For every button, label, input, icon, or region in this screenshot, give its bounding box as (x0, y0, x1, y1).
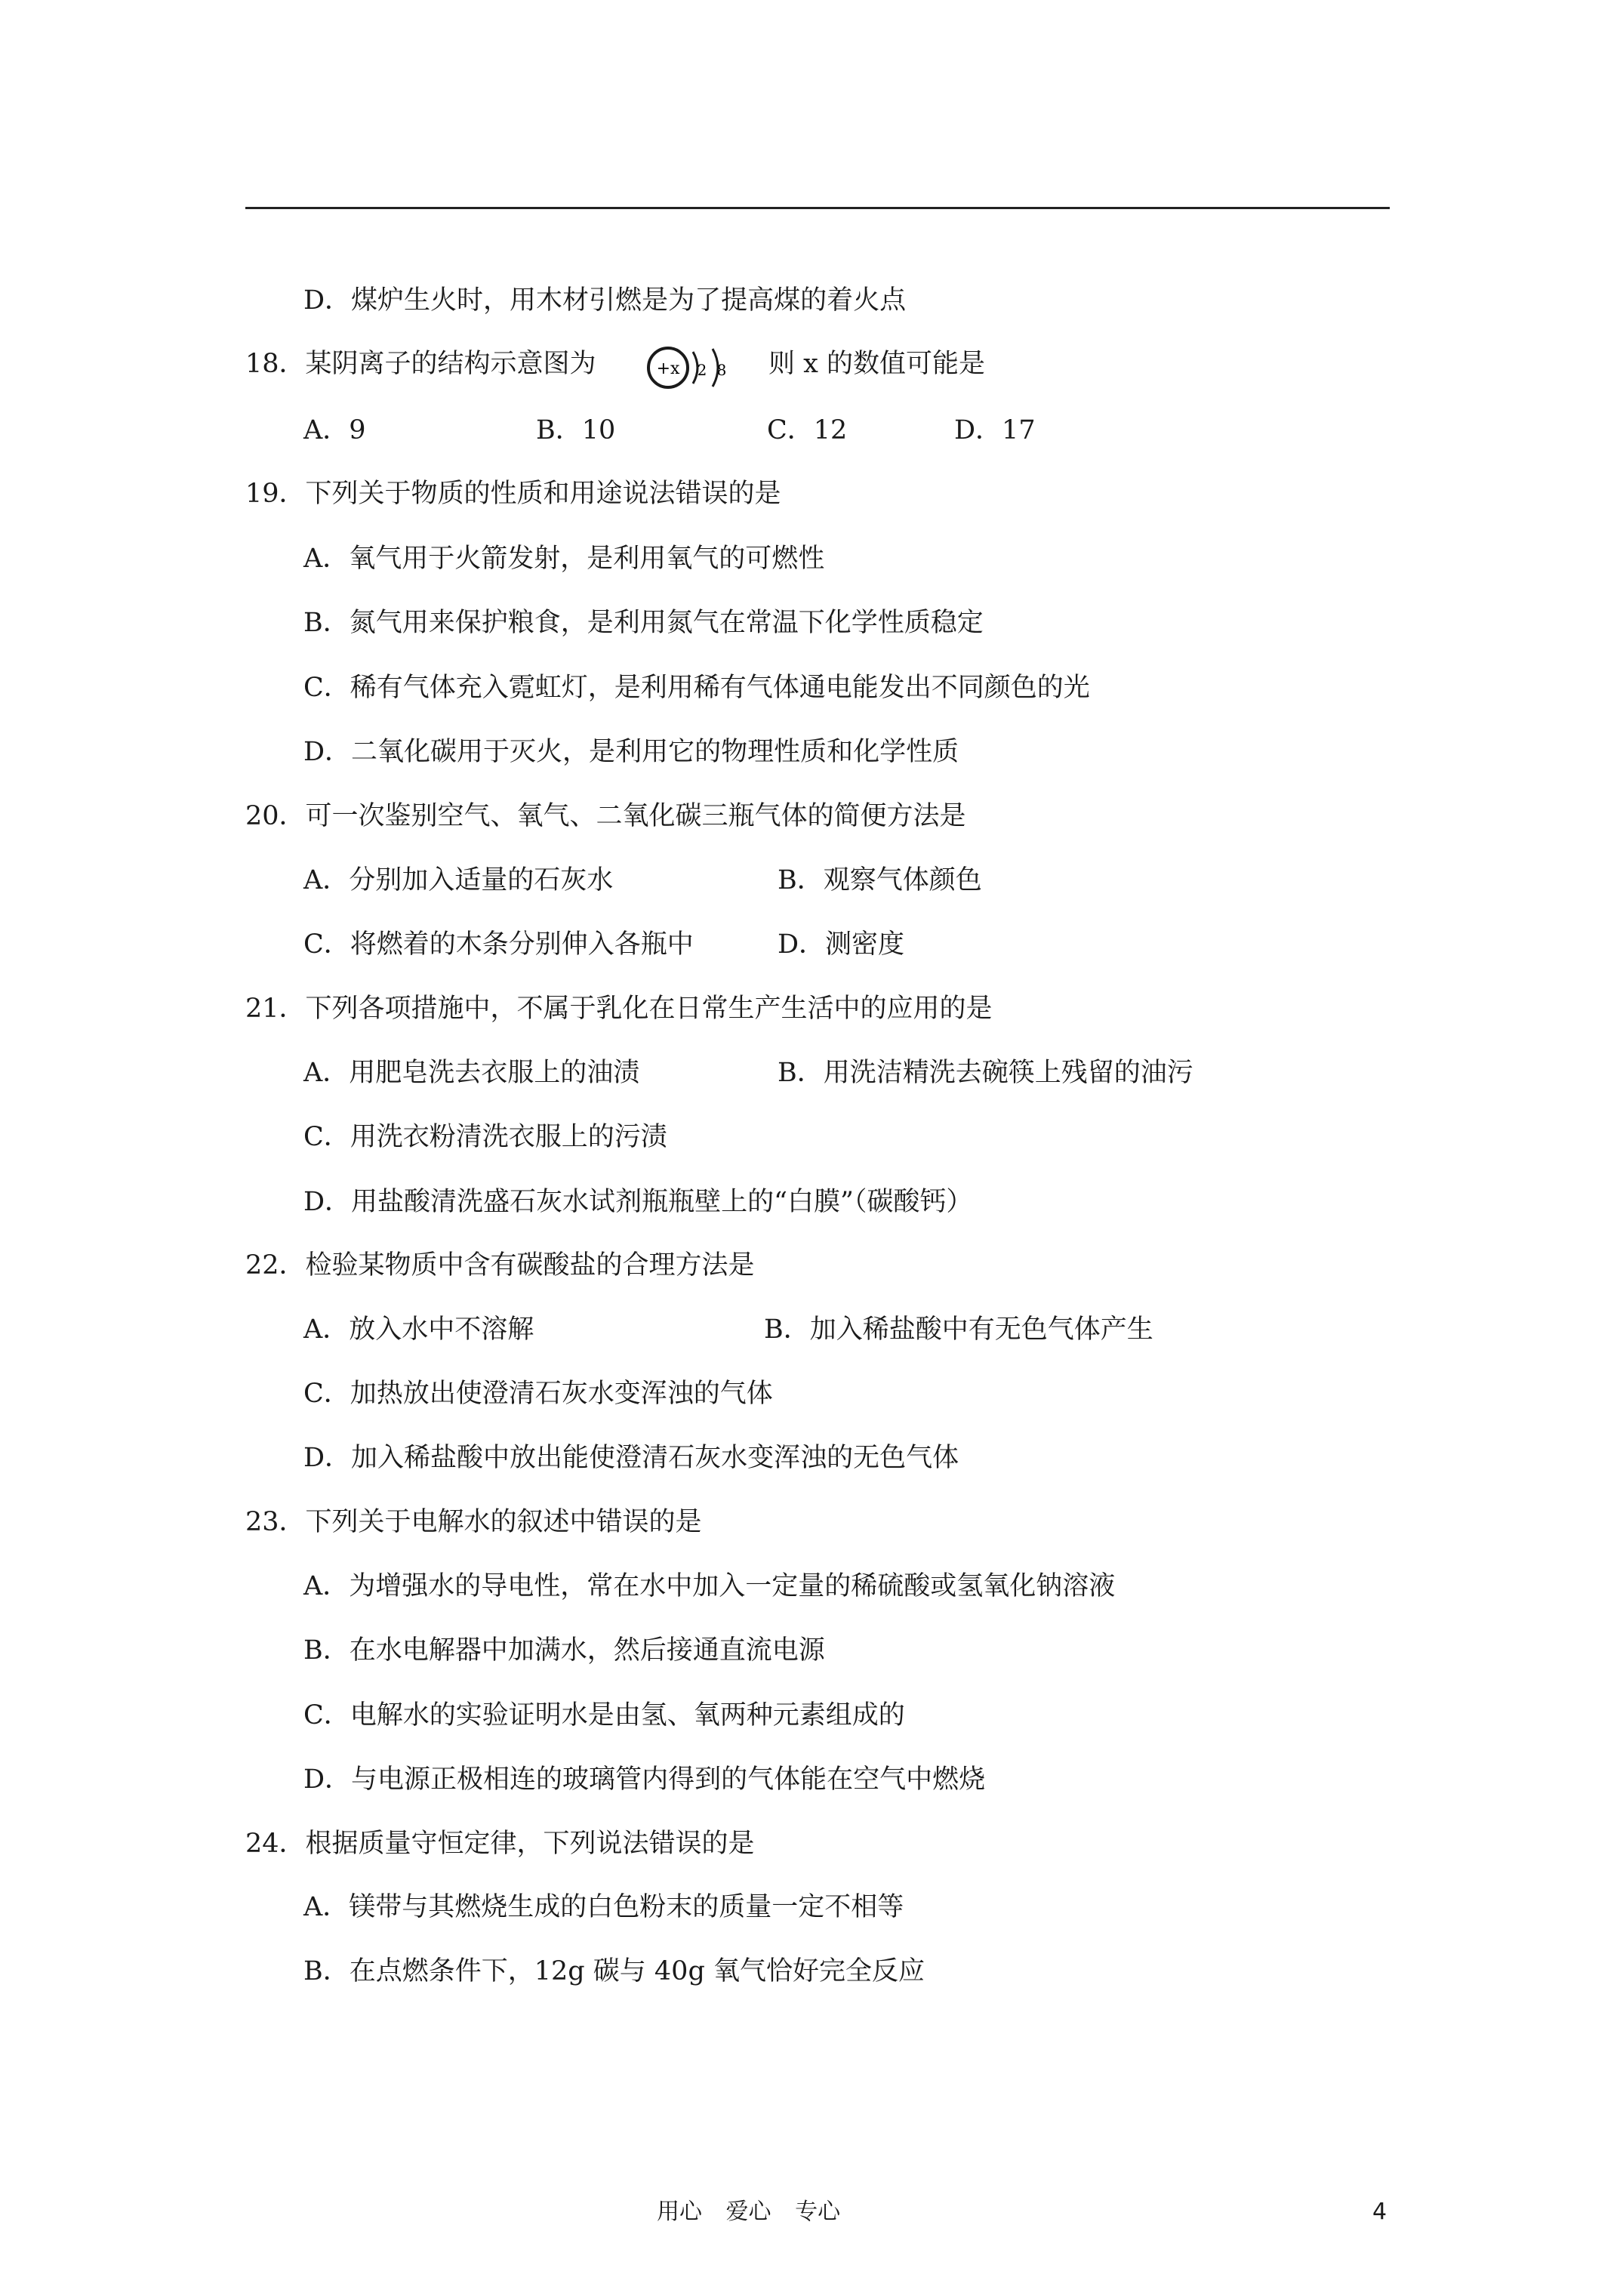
ion-structure-diagram (642, 341, 747, 394)
page-footer: 用心 爱心 专心 (657, 2199, 841, 2225)
q20-option-c: C．将燃着的木条分别伸入各瓶中 (303, 929, 694, 960)
q18-option-a: A．9 (303, 415, 366, 445)
q21-option-a: A．用肥皂洗去衣服上的油渍 (303, 1058, 640, 1088)
q22-option-c: C．加热放出使澄清石灰水变浑浊的气体 (303, 1379, 773, 1409)
q22-option-a: A．放入水中不溶解 (303, 1314, 534, 1345)
q18-option-b: B．10 (536, 415, 616, 445)
q21-option-c: C．用洗衣粉清洗衣服上的污渍 (303, 1122, 667, 1152)
q20-option-d: D．测密度 (778, 929, 905, 960)
shell-2-count: 8 (716, 361, 727, 379)
q19-stem: 19．下列关于物质的性质和用途说法错误的是 (245, 479, 781, 509)
shell-1-count: 2 (697, 361, 707, 379)
q17-option-d: D．煤炉生火时，用木材引燃是为了提高煤的着火点 (303, 285, 907, 316)
q21-option-b: B．用洗洁精洗去碗筷上残留的油污 (778, 1058, 1193, 1088)
nucleus-label: +x (656, 359, 680, 378)
q19-option-d: D．二氧化碳用于灭火，是利用它的物理性质和化学性质 (303, 737, 959, 767)
q19-option-a: A．氧气用于火箭发射，是利用氧气的可燃性 (303, 544, 825, 574)
q18-option-c: C．12 (767, 415, 848, 445)
q19-option-b: B．氮气用来保护粮食，是利用氮气在常温下化学性质稳定 (303, 608, 984, 638)
q18-option-d: D．17 (954, 415, 1036, 445)
q19-option-c: C．稀有气体充入霓虹灯，是利用稀有气体通电能发出不同颜色的光 (303, 673, 1090, 703)
q21-stem: 21．下列各项措施中，不属于乳化在日常生产生活中的应用的是 (245, 994, 993, 1024)
q23-stem: 23．下列关于电解水的叙述中错误的是 (245, 1507, 702, 1537)
q20-stem: 20．可一次鉴别空气、氧气、二氧化碳三瓶气体的简便方法是 (245, 801, 966, 831)
q23-option-b: B．在水电解器中加满水，然后接通直流电源 (303, 1635, 825, 1666)
page-number: 4 (1372, 2199, 1387, 2225)
q18-stem-before: 18．某阴离子的结构示意图为 (245, 349, 596, 379)
header-rule (245, 207, 1390, 209)
q24-option-b: B．在点燃条件下，12g 碳与 40g 氧气恰好完全反应 (303, 1956, 925, 1986)
q20-option-b: B．观察气体颜色 (778, 865, 982, 895)
q23-option-d: D．与电源正极相连的玻璃管内得到的气体能在空气中燃烧 (303, 1764, 986, 1795)
q22-stem: 22．检验某物质中含有碳酸盐的合理方法是 (245, 1250, 755, 1281)
q21-option-d: D．用盐酸清洗盛石灰水试剂瓶瓶壁上的“白膜”（碳酸钙） (303, 1187, 973, 1217)
q23-option-a: A．为增强水的导电性，常在水中加入一定量的稀硫酸或氢氧化钠溶液 (303, 1571, 1116, 1601)
q24-stem: 24．根据质量守恒定律，下列说法错误的是 (245, 1829, 755, 1859)
q23-option-c: C．电解水的实验证明水是由氢、氧两种元素组成的 (303, 1700, 905, 1730)
q18-stem-after: 则 x 的数值可能是 (768, 349, 985, 379)
q20-option-a: A．分别加入适量的石灰水 (303, 865, 614, 895)
q22-option-b: B．加入稀盐酸中有无色气体产生 (764, 1314, 1153, 1345)
q22-option-d: D．加入稀盐酸中放出能使澄清石灰水变浑浊的无色气体 (303, 1443, 959, 1473)
q24-option-a: A．镁带与其燃烧生成的白色粉末的质量一定不相等 (303, 1892, 904, 1922)
